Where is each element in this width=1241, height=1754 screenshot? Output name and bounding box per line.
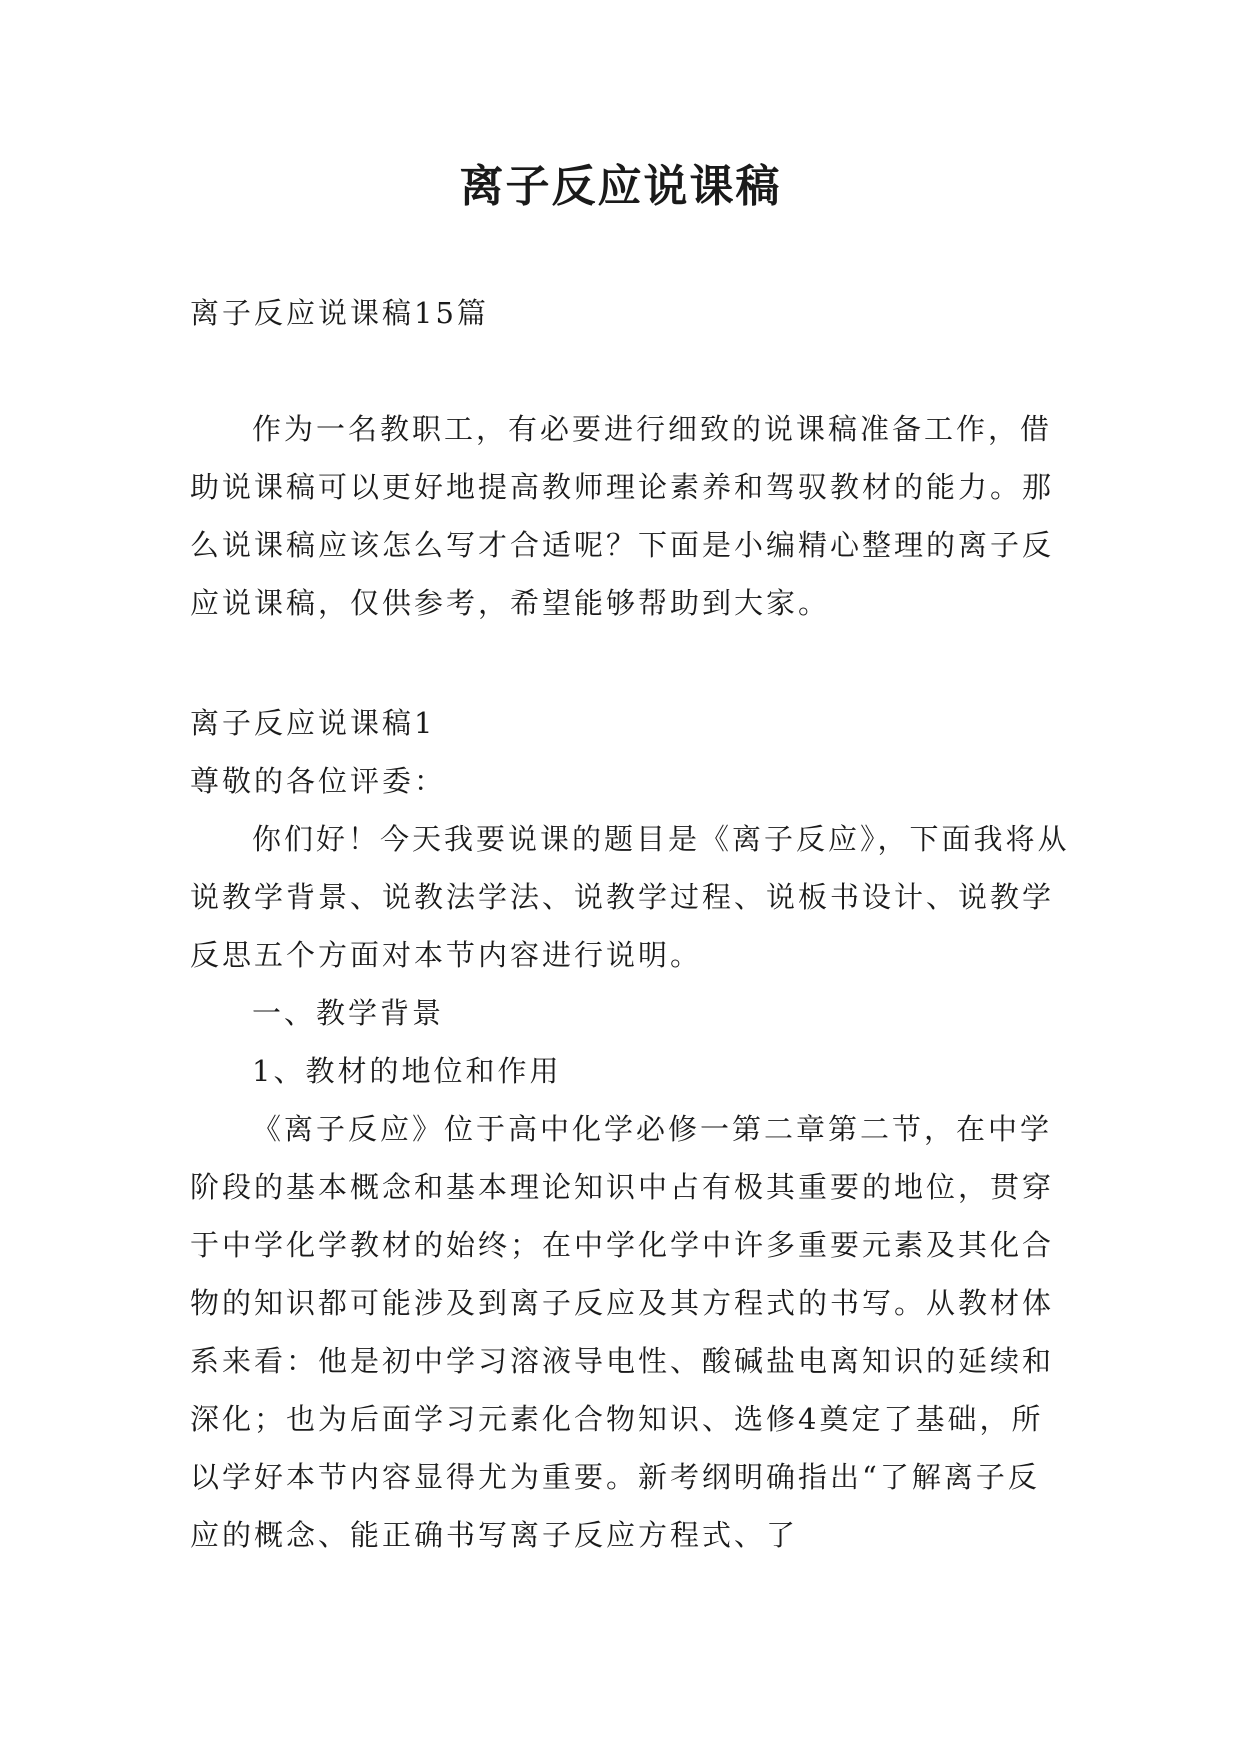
heading-teaching-background: 一、教学背景 bbox=[252, 996, 445, 1030]
heading-textbook-role: 1、教材的地位和作用 bbox=[252, 1054, 562, 1088]
intro-paragraph: 作为一名教职工，有必要进行细致的说课稿准备工作，借助说课稿可以更好地提高教师理论素养和驾驭教材的能力。那么说课稿应该怎么写才合适呢？下面是小编精心整理的离子反应说课稿，仅供参考，希望能够帮助到大家。 bbox=[190, 412, 1055, 620]
intro-section bbox=[190, 400, 1070, 632]
salutation: 尊敬的各位评委： bbox=[190, 764, 447, 798]
section-block bbox=[190, 694, 1070, 1564]
body-paragraph: 《离子反应》位于高中化学必修一第二章第二节，在中学阶段的基本概念和基本理论知识中占有极其重要的地位，贯穿于中学化学教材的始终；在中学化学中许多重要元素及其化合物的知识都可能涉及到离子反应及其方程式的书写。从教材体系来看：他是初中学习溶液导电性、酸碱盐电离知识的延续和深化；也为后面学习元素化合物知识、选修4奠定了基础，所以学好本节内容显得尤为重要。新考纲明确指出“了解离子反应的概念、能正确书写离子反应方程式、了 bbox=[190, 1112, 1055, 1552]
page-title: 离子反应说课稿 bbox=[459, 161, 782, 212]
greeting-paragraph: 你们好！今天我要说课的题目是《离子反应》，下面我将从说教学背景、说教法学法、说教学过程、说板书设计、说教学反思五个方面对本节内容进行说明。 bbox=[190, 822, 1070, 972]
document-subtitle: 离子反应说课稿15篇 bbox=[190, 296, 489, 330]
section-title: 离子反应说课稿1 bbox=[190, 706, 436, 740]
